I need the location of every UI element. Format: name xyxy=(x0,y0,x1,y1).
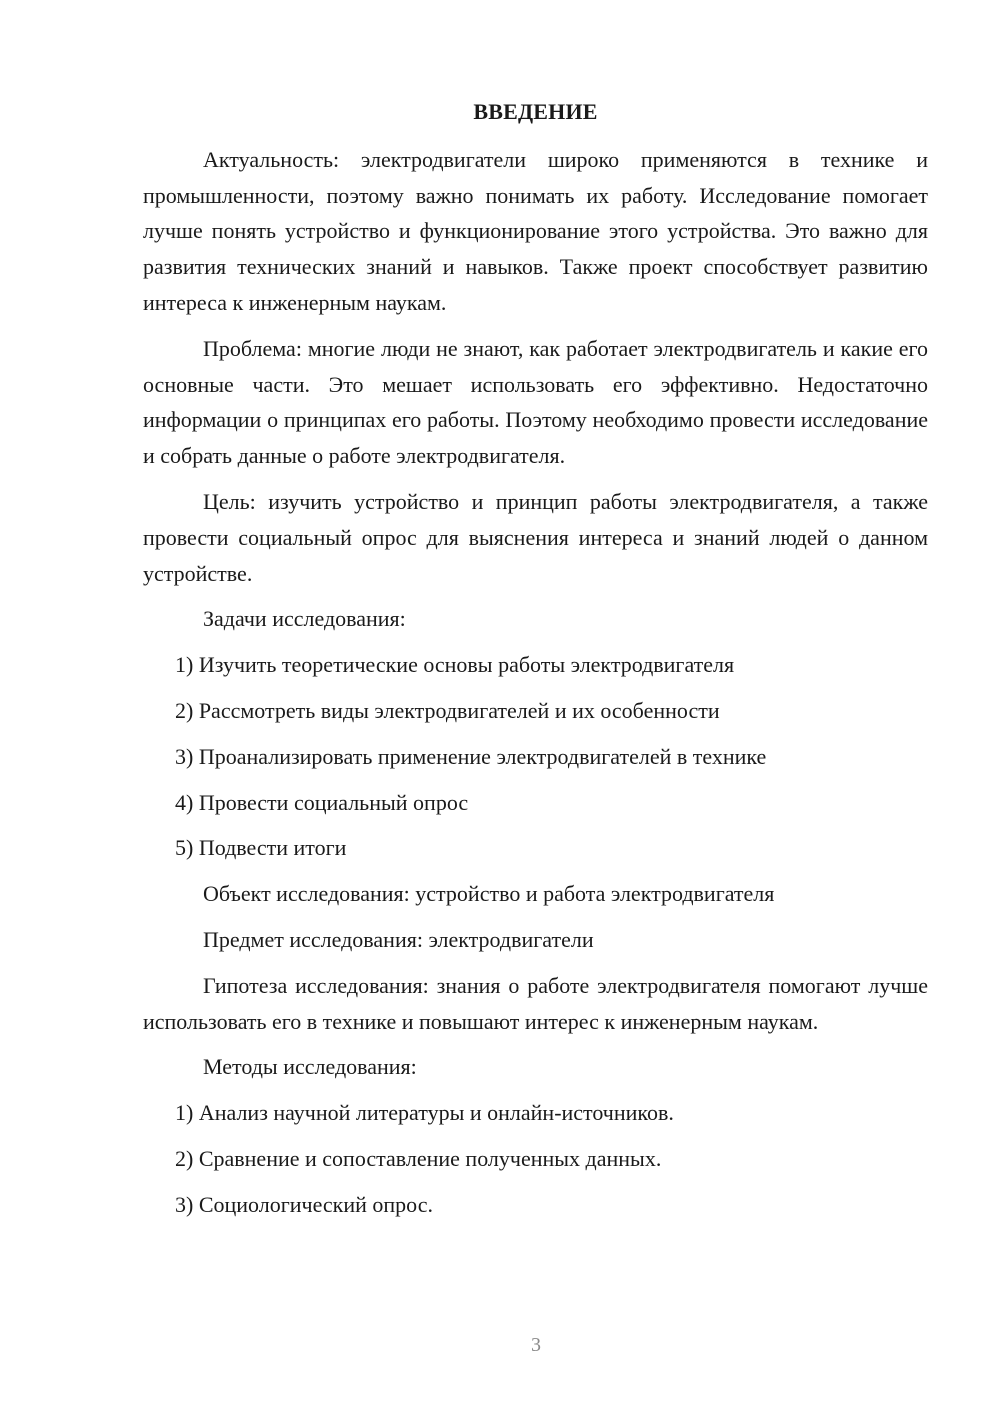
method-item: 2) Сравнение и сопоставление полученных данных. xyxy=(175,1145,662,1171)
page-content xyxy=(143,94,928,1233)
hypothesis-paragraph: Гипотеза исследования: знания о работе электродвигателя помогают лучше использовать его в технике и повышают интерес к инженерным наукам. xyxy=(143,972,928,1034)
method-item: 1) Анализ научной литературы и онлайн-источников. xyxy=(175,1100,674,1126)
problem-paragraph: Проблема: многие люди не знают, как работает электродвигатель и какие его основные части. Это мешает использовать его эффективно. Недостаточно информации о принципах его работы. Поэтому необходимо провести исследование и собрать данные о работе электродвигателя. xyxy=(143,335,928,469)
task-item: 4) Провести социальный опрос xyxy=(175,789,469,815)
page-number: 3 xyxy=(531,1334,541,1356)
subject-paragraph: Предмет исследования: электродвигатели xyxy=(203,926,594,952)
object-paragraph: Объект исследования: устройство и работа электродвигателя xyxy=(203,881,775,907)
method-item: 3) Социологический опрос. xyxy=(175,1191,433,1217)
task-item: 1) Изучить теоретические основы работы электродвигателя xyxy=(175,652,735,678)
section-title: ВВЕДЕНИЕ xyxy=(473,99,598,124)
task-item: 2) Рассмотреть виды электродвигателей и их особенности xyxy=(175,697,720,723)
task-item: 5) Подвести итоги xyxy=(175,835,347,861)
relevance-paragraph: Актуальность: электродвигатели широко применяются в технике и промышленности, поэтому важно понимать их работу. Исследование помогает лучше понять устройство и функционирование этого устройства. Это важно для развития технических знаний и навыков. Также проект способствует развитию интереса к инженерным наукам. xyxy=(143,146,928,315)
goal-paragraph: Цель: изучить устройство и принцип работы электродвигателя, а также провести социальный опрос для выяснения интереса и знаний людей о данном устройстве. xyxy=(143,488,928,586)
tasks-heading: Задачи исследования: xyxy=(203,606,406,632)
methods-heading: Методы исследования: xyxy=(203,1054,417,1080)
task-item: 3) Проанализировать применение электродвигателей в технике xyxy=(175,743,767,769)
